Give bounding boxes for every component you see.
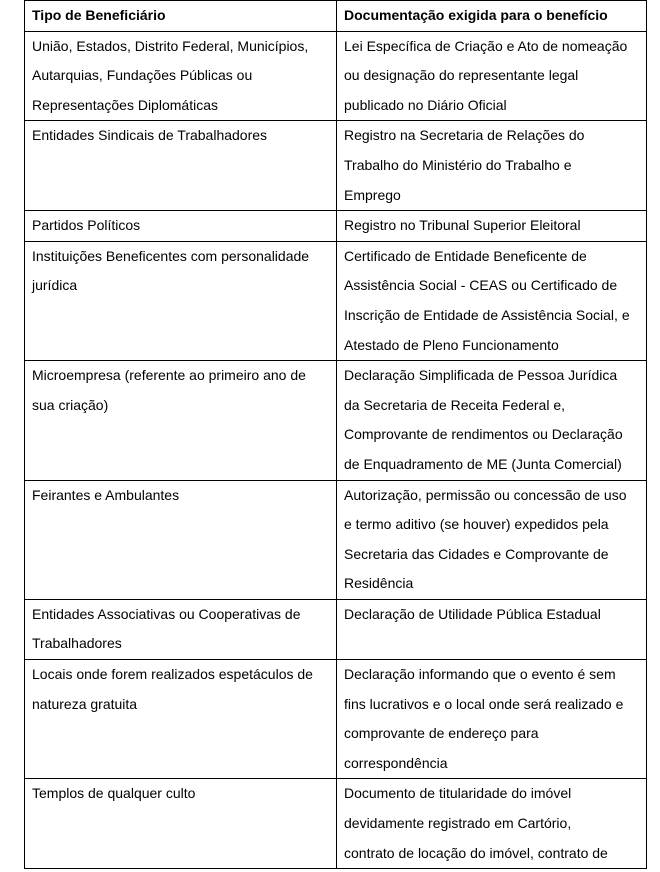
cell-text-line: Feirantes e Ambulantes — [32, 486, 180, 503]
cell-text-line: e termo aditivo (se houver) expedidos pela — [344, 516, 609, 533]
cell-text-line: Locais onde forem realizados espetáculos de — [32, 666, 313, 683]
cell-text-line: publicado no Diário Oficial — [344, 96, 507, 113]
cell-text-line: Instituições Beneficentes com personalidade — [32, 247, 310, 264]
beneficiario-cell — [25, 361, 337, 480]
table-row — [25, 361, 647, 480]
cell-text-line: Secretaria das Cidades e Comprovante de — [344, 545, 609, 562]
cell-text-line: União, Estados, Distrito Federal, Municípios, — [32, 37, 309, 54]
table-row — [25, 241, 647, 360]
table-row — [25, 660, 647, 779]
cell-text-line: Registro na Secretaria de Relações do — [344, 127, 585, 144]
cell-text-line: Certificado de Entidade Beneficente de — [344, 247, 587, 264]
cell-text-line: Lei Específica de Criação e Ato de nomeação — [344, 37, 628, 54]
table-header-row — [25, 1, 647, 32]
documentacao-cell — [337, 241, 647, 360]
cell-text-line: Representações Diplomáticas — [32, 96, 218, 113]
documentacao-cell — [337, 31, 647, 121]
beneficiario-cell — [25, 599, 337, 659]
header-documentacao-exigida: Documentação exigida para o benefício — [337, 1, 647, 32]
table-body — [25, 31, 647, 869]
table-row — [25, 480, 647, 599]
table-row — [25, 211, 647, 242]
cell-text-line: sua criação) — [32, 396, 109, 413]
cell-text-line: Partidos Políticos — [32, 217, 141, 234]
cell-text-line: correspondência — [344, 754, 448, 771]
cell-text-line: Atestado de Pleno Funcionamento — [344, 336, 559, 353]
documentacao-cell — [337, 121, 647, 211]
cell-text-line: Templos de qualquer culto — [32, 785, 196, 802]
beneficiary-documentation-table — [24, 0, 647, 869]
beneficiario-cell — [25, 31, 337, 121]
header-tipo-beneficiario: Tipo de Beneficiário — [25, 1, 337, 32]
cell-text-line: Declaração de Utilidade Pública Estadual — [344, 605, 601, 622]
cell-text-line: Autorização, permissão ou concessão de uso — [344, 486, 627, 503]
cell-text-line: Comprovante de rendimentos ou Declaração — [344, 426, 623, 443]
table-row — [25, 599, 647, 659]
table-row — [25, 31, 647, 121]
cell-text-line: Emprego — [344, 186, 401, 203]
beneficiario-cell — [25, 211, 337, 242]
beneficiario-cell — [25, 779, 337, 869]
documentacao-cell — [337, 480, 647, 599]
cell-text-line: Entidades Associativas ou Cooperativas de — [32, 605, 301, 622]
cell-text-line: Registro no Tribunal Superior Eleitoral — [344, 217, 581, 234]
beneficiario-cell — [25, 480, 337, 599]
beneficiario-cell — [25, 660, 337, 779]
cell-text-line: Trabalhadores — [32, 635, 122, 652]
cell-text-line: devidamente registrado em Cartório, — [344, 815, 572, 832]
cell-text-line: natureza gratuita — [32, 695, 138, 712]
cell-text-line: comprovante de endereço para — [344, 725, 539, 742]
cell-text-line: Autarquias, Fundações Públicas ou — [32, 67, 253, 84]
cell-text-line: Assistência Social - CEAS ou Certificado de — [344, 277, 618, 294]
beneficiario-cell — [25, 121, 337, 211]
cell-text-line: Declaração informando que o evento é sem — [344, 666, 616, 683]
cell-text-line: Documento de titularidade do imóvel — [344, 785, 572, 802]
documentacao-cell — [337, 361, 647, 480]
cell-text-line: de Enquadramento de ME (Junta Comercial) — [344, 455, 622, 472]
cell-text-line: Residência — [344, 575, 414, 592]
cell-text-line: fins lucrativos e o local onde será realizado e — [344, 695, 624, 712]
cell-text-line: Inscrição de Entidade de Assistência Social, e — [344, 306, 630, 323]
cell-text-line: ou designação do representante legal — [344, 67, 579, 84]
documentacao-cell — [337, 779, 647, 869]
table-row — [25, 779, 647, 869]
cell-text-line: jurídica — [32, 277, 78, 294]
documentacao-cell — [337, 660, 647, 779]
documentacao-cell — [337, 211, 647, 242]
cell-text-line: da Secretaria de Receita Federal e, — [344, 396, 566, 413]
documentacao-cell — [337, 599, 647, 659]
beneficiario-cell — [25, 241, 337, 360]
cell-text-line: Microempresa (referente ao primeiro ano de — [32, 367, 306, 384]
cell-text-line: Entidades Sindicais de Trabalhadores — [32, 127, 268, 144]
cell-text-line: Trabalho do Ministério do Trabalho e — [344, 156, 572, 173]
table-row — [25, 121, 647, 211]
cell-text-line: contrato de locação do imóvel, contrato de — [344, 844, 608, 861]
cell-text-line: Declaração Simplificada de Pessoa Jurídica — [344, 367, 618, 384]
